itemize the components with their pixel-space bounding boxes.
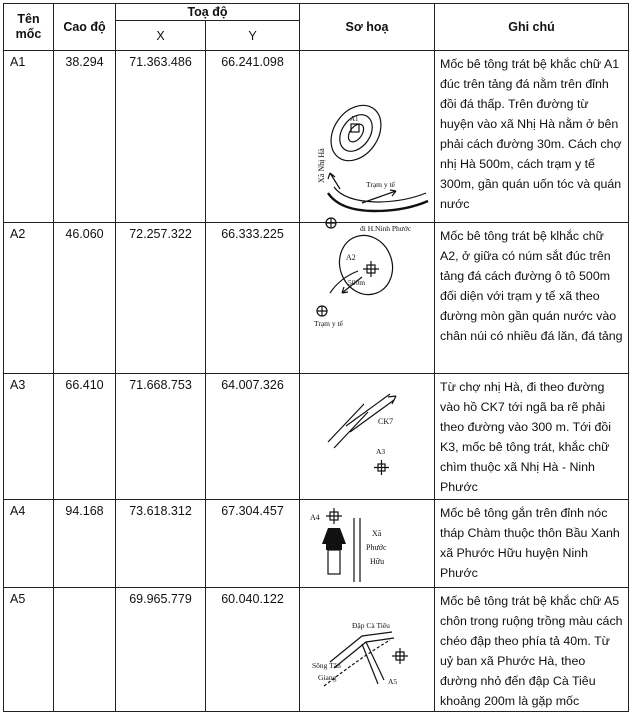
- header-x: X: [116, 21, 206, 51]
- sketch-a4-place-1: Xã: [372, 529, 382, 538]
- sketch-a5-river-1: Sông Tân: [312, 661, 341, 670]
- sketch-a1-village: Xã Nhị Hà: [317, 148, 326, 183]
- elevation-value: 38.294: [54, 51, 116, 223]
- sketch-cell: [300, 588, 435, 712]
- header-y: Y: [206, 21, 300, 51]
- sketch-a1-road: đi H.Ninh Phước: [360, 224, 412, 233]
- sketch-cell: [300, 500, 435, 588]
- marker-name: A3: [4, 374, 54, 500]
- sketch-a4-place-2: Phước: [366, 543, 387, 552]
- sketch-cell: [300, 51, 435, 233]
- sketch-a5: [300, 588, 434, 710]
- header-elevation: Cao độ: [54, 4, 116, 51]
- table-row: [4, 223, 629, 374]
- elevation-value: [54, 588, 116, 712]
- sketch-cell: [300, 223, 435, 374]
- x-coordinate: 72.257.322: [116, 223, 206, 374]
- sketch-a5-river-2: Giang: [318, 673, 337, 682]
- elevation-value: 66.410: [54, 374, 116, 500]
- marker-name: A1: [4, 51, 54, 223]
- table-row: [4, 51, 629, 223]
- marker-name: A5: [4, 588, 54, 712]
- sketch-cell: [300, 374, 435, 500]
- y-coordinate: 64.007.326: [206, 374, 300, 500]
- sketch-a3-road: CK7: [378, 417, 394, 426]
- sketch-a3: [300, 374, 434, 499]
- x-coordinate: 69.965.779: [116, 588, 206, 712]
- y-coordinate: 60.040.122: [206, 588, 300, 712]
- header-name: Tên mốc: [4, 4, 54, 51]
- elevation-value: 46.060: [54, 223, 116, 374]
- x-coordinate: 71.668.753: [116, 374, 206, 500]
- sketch-a2-station: Trạm y tế: [314, 319, 343, 328]
- table-row: [4, 588, 629, 712]
- x-coordinate: 71.363.486: [116, 51, 206, 223]
- marker-name: A4: [4, 500, 54, 588]
- sketch-a4-marker: A4: [310, 513, 320, 522]
- note-text: Mốc bê tông trát bệ klhắc chữ A2, ở giữa có núm sắt đúc trên tảng đá cách đường ô tô 500m đối diện với trạm y tế xã theo đường mòn gần quán nước vào chân núi có nhiều đá lăn, đá tảng: [435, 223, 629, 374]
- sketch-a3-marker: A3: [376, 447, 386, 456]
- x-coordinate: 73.618.312: [116, 500, 206, 588]
- sketch-a5-dam: Đập Cà Tiêu: [352, 621, 390, 630]
- note-text: Mốc bê tông trát bệ khắc chữ A5 chôn trong ruộng trồng màu cách chéo đập theo phía tả 40m. Từ uỷ ban xã Phước Hà, theo đường nhỏ đến đập Cà Tiêu khoảng 200m là gặp mốc: [435, 588, 629, 712]
- sketch-a5-marker: A5: [388, 677, 398, 686]
- sketch-a1: [300, 51, 434, 233]
- table-row: [4, 500, 629, 588]
- header-sketch: Sơ hoạ: [300, 4, 435, 51]
- sketch-a2-marker: A2: [346, 253, 356, 262]
- y-coordinate: 67.304.457: [206, 500, 300, 588]
- note-text: Mốc bê tông trát bệ khắc chữ A1 đúc trên tảng đá nằm trên đỉnh đồi đá thấp. Trên đường từ huyện vào xã Nhị Hà nằm ở bên phải cách đường 30m. Cách chợ nhị Hà 500m, cách trạm y tế 300m, gần quán uốn tóc và quán nước: [435, 51, 629, 223]
- sketch-a4: [300, 500, 434, 587]
- y-coordinate: 66.241.098: [206, 51, 300, 223]
- sketch-a2-distance: 500m: [348, 278, 366, 287]
- table-row: [4, 374, 629, 500]
- benchmark-table: [3, 3, 629, 712]
- elevation-value: 94.168: [54, 500, 116, 588]
- header-coords: Toạ độ: [116, 4, 300, 21]
- marker-name: A2: [4, 223, 54, 374]
- sketch-a1-marker: A1: [350, 115, 359, 123]
- note-text: Từ chợ nhị Hà, đi theo đường vào hồ CK7 tới ngã ba rẽ phải theo đường vào 300 m. Tới đồi K3, mốc bê tông trát, khắc chữ chìm thuộc xã Nhị Hà - Ninh Phước: [435, 374, 629, 500]
- sketch-a1-station: Trạm y tế: [366, 180, 395, 189]
- header-notes: Ghi chú: [435, 4, 629, 51]
- header-row: [4, 4, 629, 21]
- note-text: Mốc bê tông gắn trên đỉnh nóc tháp Chàm thuộc thôn Bầu Xanh xã Phước Hữu huyện Ninh Phước: [435, 500, 629, 588]
- sketch-a4-place-3: Hữu: [370, 557, 385, 566]
- sketch-a2: [300, 223, 434, 373]
- y-coordinate: 66.333.225: [206, 223, 300, 374]
